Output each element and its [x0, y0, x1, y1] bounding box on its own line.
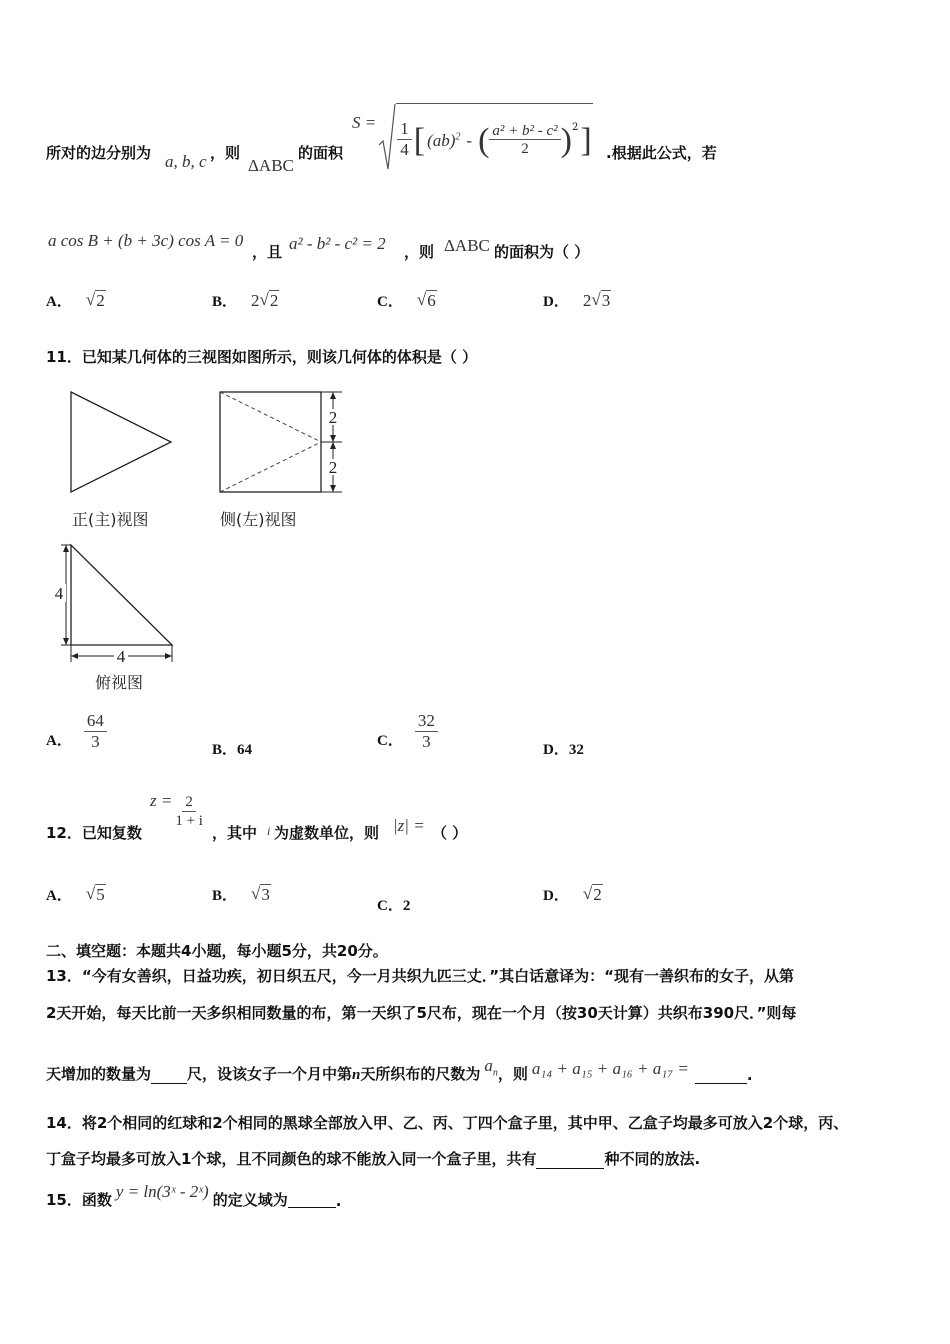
q10-vars: a, b, c	[165, 152, 207, 171]
sqrt-expr: √ 6	[416, 290, 436, 310]
q12-option-d[interactable]: D． √ 2	[543, 884, 602, 904]
q13-line-1: 13．“今有女善织，日益功疾，初日织五尺，今一月共织九匹三丈．”其白话意译为：“现有一善织布的女子，从第	[46, 967, 794, 985]
q13-n: n	[352, 1067, 361, 1084]
area-formula	[352, 102, 593, 174]
inner-frac: $\frac{\text{a² + b² - c²}}{2}$	[489, 123, 560, 159]
formula-sqrt: $\frac{1}{4}$ [ (ab)$^2$ - ( $\frac{\text{a² + b² - c²}}{2}$ ) $^2$ ]	[378, 103, 592, 173]
q13-answer-blank-1[interactable]	[151, 1067, 187, 1084]
q11-option-d[interactable]: D．32	[543, 742, 584, 758]
paren-open: (	[478, 121, 490, 159]
dim-top-width: 4	[116, 647, 126, 666]
top-view	[46, 538, 186, 668]
fraction: $\frac{32}{3}$	[415, 712, 438, 752]
bracket-close: ]	[580, 121, 592, 159]
q12-stem-a: 12．已知复数	[46, 824, 142, 842]
q10-option-a[interactable]: A． √ 2	[46, 290, 105, 310]
q13-line-3: 天增加的数量为 尺，设该女子一个月中第 n 天所织布的尺数为 $a_n$ ，则 a₁₄ + a₁₅ + a₁₆ + a₁₇ = .	[46, 1056, 753, 1085]
q12-option-b[interactable]: B． √ 3	[212, 884, 270, 904]
section-2-header: 二、填空题：本题共4小题，每小题5分，共20分。	[46, 942, 388, 960]
dim-side-bottom: 2	[328, 458, 338, 477]
q12-option-c[interactable]: C．2	[377, 898, 411, 914]
q14-line-2: 丁盒子均最多可放入1个球，且不同颜色的球不能放入同一个盒子里，共有 种不同的放法.	[46, 1150, 701, 1168]
q12-stem-c: 为虚数单位，则	[274, 824, 380, 842]
front-view	[60, 385, 190, 500]
q12-option-a[interactable]: A． √ 5	[46, 884, 105, 904]
sqrt-expr: √ 5	[85, 884, 105, 904]
q14-line-1: 14．将2个相同的红球和2个相同的黑球全部放入甲、乙、丙、丁四个盒子里，其中甲、乙盒子均最多可放入2个球，丙、	[46, 1114, 849, 1132]
quarter-frac: $\frac{1}{4}$	[397, 120, 412, 160]
q10-and: ，且	[252, 243, 283, 261]
ab-squared: (ab)$^2$	[427, 130, 461, 150]
q13-an: $a_n$	[484, 1056, 498, 1079]
bracket-open: [	[413, 121, 426, 159]
q12-i: i	[267, 824, 271, 838]
q10-condition-2: a² - b² - c² = 2	[289, 234, 386, 253]
sqrt-expr: √ 2	[259, 290, 279, 310]
q10-then: ，则	[404, 243, 435, 261]
fraction: $\frac{2}{1 + i}$	[175, 794, 203, 829]
q15-answer-blank[interactable]	[288, 1191, 336, 1208]
q10-option-d[interactable]: D． 2 √ 3	[543, 290, 611, 310]
q15-expr: y = ln(3ˣ - 2ˣ)	[115, 1182, 209, 1201]
sqrt-expr: √ 2	[85, 290, 105, 310]
q15: 15．函数 y = ln(3ˣ - 2ˣ) 的定义域为 .	[46, 1182, 342, 1210]
q10-triangle-2: ΔABC	[444, 236, 490, 255]
dim-side-top: 2	[328, 408, 338, 427]
q13-sum: a₁₄ + a₁₅ + a₁₆ + a₁₇ =	[531, 1059, 689, 1079]
formula-s: S =	[352, 113, 377, 132]
side-view	[212, 385, 352, 500]
q10-text-4: .根据此公式，若	[606, 144, 717, 162]
q11-stem: 11．已知某几何体的三视图如图所示，则该几何体的体积是（ ）	[46, 348, 478, 366]
top-view-label: 俯视图	[95, 673, 144, 692]
q10-text-1: 所对的边分别为	[46, 144, 152, 162]
paren-close: )	[560, 121, 572, 159]
sqrt-expr: √ 3	[591, 290, 611, 310]
q12-stem-b: ，其中	[212, 824, 258, 842]
q12-z-expr: z = $\frac{2}{1 + i}$	[150, 794, 206, 830]
q14-answer-blank[interactable]	[536, 1152, 604, 1169]
sqrt-expr: √ 3	[251, 884, 270, 904]
q12-stem-d: （ ）	[432, 824, 468, 842]
q10-text-3: 的面积	[298, 144, 344, 162]
q11-option-a[interactable]: A． $\frac{64}{3}$	[46, 712, 107, 752]
q10-option-c[interactable]: C． √ 6	[377, 290, 436, 310]
fraction: $\frac{64}{3}$	[84, 712, 107, 752]
front-view-label: 正(主)视图	[72, 510, 149, 529]
q10-ask: 的面积为（ ）	[494, 243, 590, 261]
q11-option-c[interactable]: C． $\frac{32}{3}$	[377, 712, 438, 752]
q11-option-b[interactable]: B．64	[212, 742, 253, 758]
dim-top-height: 4	[54, 584, 64, 603]
q13-answer-blank-2[interactable]	[695, 1067, 747, 1084]
q12-abs-z: |z| =	[393, 816, 425, 835]
minus-sign: -	[466, 130, 473, 150]
q10-text-2: ，则	[210, 144, 241, 162]
q10-option-b[interactable]: B． 2 √ 2	[212, 290, 279, 310]
q13-line-2: 2天开始，每天比前一天多织相同数量的布，第一天织了5尺布，现在一个月（按30天计算）共织布390尺．”则每	[46, 1004, 797, 1022]
q10-condition-1: a cos B + (b + 3c) cos A = 0	[48, 231, 244, 250]
side-view-label: 侧(左)视图	[220, 510, 297, 529]
q10-triangle: ΔABC	[248, 156, 294, 175]
sqrt-expr: √ 2	[582, 884, 602, 904]
radical-sign	[378, 103, 396, 173]
